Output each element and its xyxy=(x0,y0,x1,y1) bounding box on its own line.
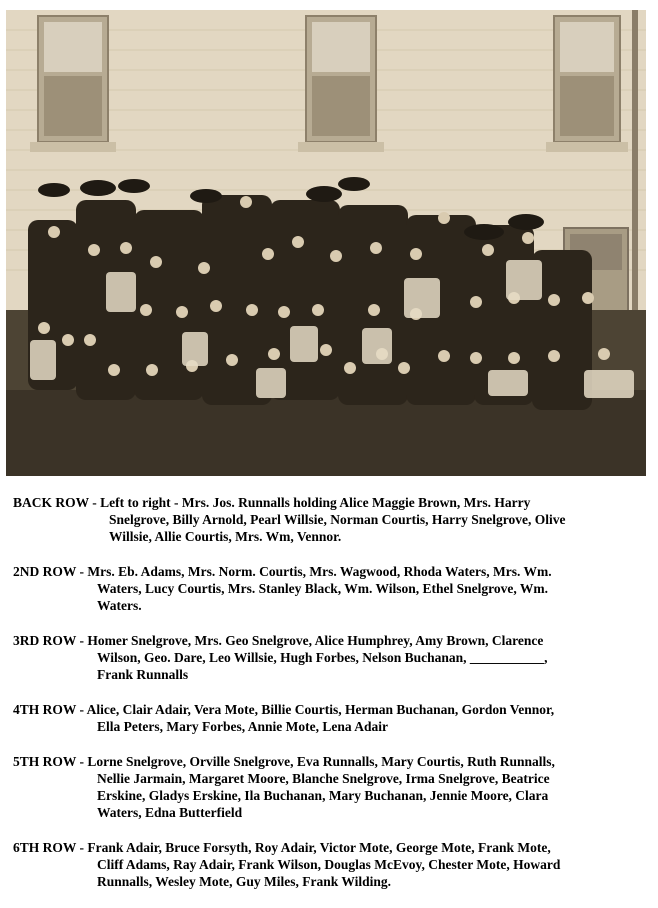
row-names-continued: Ella Peters, Mary Forbes, Annie Mote, Lena Adair xyxy=(97,719,388,734)
row-names-continued: Willsie, Allie Courtis, Mrs. Wm, Vennor. xyxy=(109,529,342,544)
row-label: 5TH ROW xyxy=(13,754,77,769)
row-separator: - xyxy=(76,840,88,855)
row-label: 2ND ROW xyxy=(13,564,77,579)
caption-back-row xyxy=(13,494,643,545)
row-separator: - xyxy=(76,754,88,769)
row-names-continued: Waters, Lucy Courtis, Mrs. Stanley Black, Wm. Wilson, Ethel Snelgrove, Wm. xyxy=(97,581,549,596)
caption-list xyxy=(13,494,643,908)
row-names-continued: Waters. xyxy=(97,598,142,613)
window-left xyxy=(30,16,116,152)
row-names-continued: Frank Runnalls xyxy=(97,667,189,682)
group-photo xyxy=(6,10,646,476)
window-center xyxy=(298,16,384,152)
row-separator: - xyxy=(88,495,101,510)
row-separator: - xyxy=(76,633,88,648)
row-separator: - xyxy=(76,702,87,717)
row-names-continued: Wilson, Geo. Dare, Leo Willsie, Hugh Forbes, Nelson Buchanan, ___________, xyxy=(97,650,548,665)
row-names: Mrs. Eb. Adams, Mrs. Norm. Courtis, Mrs. Wagwood, Rhoda Waters, Mrs. Wm. xyxy=(87,564,552,579)
row-names-continued: Erskine, Gladys Erskine, Ila Buchanan, Mary Buchanan, Jennie Moore, Clara xyxy=(97,788,549,803)
caption-3rd-row xyxy=(13,632,643,683)
row-names: Left to right - Mrs. Jos. Runnalls holding Alice Maggie Brown, Mrs. Harry xyxy=(100,495,531,510)
row-separator: - xyxy=(76,564,88,579)
caption-2nd-row xyxy=(13,563,643,614)
row-names: Frank Adair, Bruce Forsyth, Roy Adair, Victor Mote, George Mote, Frank Mote, xyxy=(87,840,551,855)
group-photo-icon xyxy=(6,10,646,476)
row-names: Homer Snelgrove, Mrs. Geo Snelgrove, Alice Humphrey, Amy Brown, Clarence xyxy=(87,633,544,648)
row-names-continued: Waters, Edna Butterfield xyxy=(97,805,243,820)
row-names-continued: Snelgrove, Billy Arnold, Pearl Willsie, Norman Courtis, Harry Snelgrove, Olive xyxy=(109,512,566,527)
row-names-continued: Cliff Adams, Ray Adair, Frank Wilson, Douglas McEvoy, Chester Mote, Howard xyxy=(97,857,561,872)
row-label: 6TH ROW xyxy=(13,840,77,855)
row-names: Alice, Clair Adair, Vera Mote, Billie Courtis, Herman Buchanan, Gordon Vennor, xyxy=(86,702,555,717)
window-right xyxy=(546,16,628,152)
row-label: BACK ROW xyxy=(13,495,89,510)
caption-6th-row xyxy=(13,839,643,890)
row-names-continued: Nellie Jarmain, Margaret Moore, Blanche Snelgrove, Irma Snelgrove, Beatrice xyxy=(97,771,550,786)
row-label: 4TH ROW xyxy=(13,702,77,717)
caption-4th-row xyxy=(13,701,643,735)
caption-5th-row xyxy=(13,753,643,821)
row-names: Lorne Snelgrove, Orville Snelgrove, Eva Runnalls, Mary Courtis, Ruth Runnalls, xyxy=(87,754,555,769)
row-names-continued: Runnalls, Wesley Mote, Guy Miles, Frank Wilding. xyxy=(97,874,392,889)
row-label: 3RD ROW xyxy=(13,633,77,648)
